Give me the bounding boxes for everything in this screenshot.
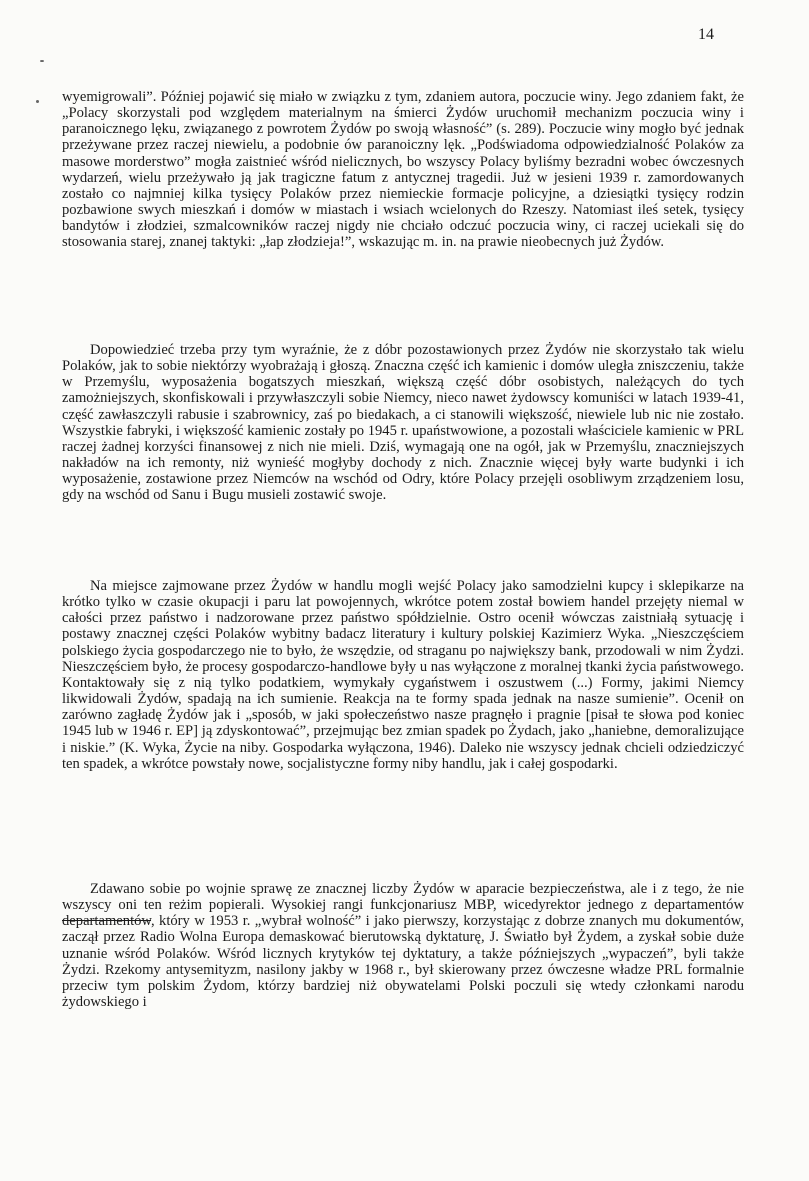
paragraph-1: wyemigrowali”. Później pojawić się miało w związku z tym, zdaniem autora, poczucie winy. Jego zdaniem fakt, że „Polacy skorzystali pod względem materialnym na śmierci Żydów uruchomił mechanizm poczucia winy i paranoicznego lęku, związanego z powrotem Żydów po swoją własność” (s. 289). Poczucie winy mogło być jednak przeżywane przez raczej niewielu, a podobnie ów paranoiczny lęk. „Podświadoma odpowiedzialność Polaków za masowe morderstwo” mogła zaistnieć wśród nielicznych, bo wszyscy Polacy byliśmy bezradni wobec ówczesnych wydarzeń, wielu przeżywało ją jak tragiczne fatum z antycznej tragedii. Już w jesieni 1939 r. zamordowanych zostało co najmniej kilka tysięcy Polaków przez niemieckie formacje policyjne, a dziesiątki tysięcy rodzin pozbawione swych mieszkań i domów w miastach i wsiach wcielonych do Rzeszy. Natomiast ileś setek, tysięcy bandytów i złodziei, szmalcowników raczej nigdy nie chciało odczuć poczucia winy, ci raczej uciekali się do stosowania starej, znanej taktyki: „łap złodzieja!”, wskazując m. in. na prawie nieobecnych już Żydów. [62, 89, 744, 251]
paragraph-4-before: Zdawano sobie po wojnie sprawę ze znacznej liczby Żydów w aparacie bezpieczeństwa, ale i z tego, że nie wszyscy oni ten reżim popierali. Wysokiej rangi funkcjonariusz MBP, wicedyrektor jednego z departamentów [62, 881, 744, 914]
paragraph-3: Na miejsce zajmowane przez Żydów w handlu mogli wejść Polacy jako samodzielni kupcy i sklepikarze na krótko tylko w czasie okupacji i paru lat powojennych, wkrótce potem został bowiem handel przejęty niemal w całości przez państwo i nadzorowane przez państwo spółdzielnie. Ostro ocenił wówczas zaistniałą sytuację i postawy znacznej części Polaków wybitny badacz literatury i kultury polskiej Kazimierz Wyka. „Nieszczęściem polskiego życia gospodarczego nie to było, że wszędzie, od straganu po największy bank, przodowali w nim Żydzi. Nieszczęściem było, że procesy gospodarczo-handlowe były u nas wyłączone z moralnej tkanki życia państwowego. Kontaktowały się z nią tylko podatkiem, wymykały cygaństwem i oszustwem (...) Formy, jakimi Niemcy likwidowali Żydów, spadają na ich sumienie. Reakcja na te formy spada jednak na nasze sumienie”. Ocenił on zarówno zagładę Żydów jak i „sposób, w jaki społeczeństwo nasze pragnęło i pragnie [pisał te słowa pod koniec 1945 lub w 1946 r. EP] ją zdyskontować”, przejmując bez zmian spadek po Żydach, jako „haniebne, demoralizujące i niskie.” (K. Wyka, Życie na niby. Gospodarka wyłączona, 1946). Daleko nie wszyscy jednak chcieli odziedziczyć ten spadek, a wkrótce powstały nowe, socjalistyczne formy niby handlu, jak i całej gospodarki. [62, 578, 745, 772]
paragraph-4 [62, 881, 744, 1010]
struck-word: departamentów [62, 913, 152, 930]
margin-mark [40, 60, 44, 62]
paragraph-2: Dopowiedzieć trzeba przy tym wyraźnie, że z dóbr pozostawionych przez Żydów nie skorzystało tak wielu Polaków, jak to sobie niektórzy wyobrażają i głoszą. Znaczna część ich kamienic i domów uległa zniszczeniu, także w Przemyślu, wyposażenia bogatszych mieszkań, większą część dóbr osobistych, należących do tych zamożniejszych, skonfiskowali i przywłaszczyli sobie Niemcy, nieco nawet żydowscy komuniści w latach 1939-41, część zawłaszczyli rabusie i szabrownicy, zaś po biedakach, a ci stanowili większość, niewiele lub nic nie zostało. Wszystkie fabryki, i większość kamienic zostały po 1945 r. upaństwowione, a pozostali właściciele kamienic w PRL raczej żadnej korzyści finansowej z nich nie mieli. Dziś, wymagają one na ogół, jak w Przemyślu, znaczniejszych nakładów na ich remonty, niż wynieść mogłyby dochody z nich. Znacznie więcej były warte budynki i ich wyposażenie, zostawione przez Niemców na wschód od Odry, które Polacy przejęli osobliwym zrządzeniem losu, gdy na wschód od Sanu i Bugu musieli zostawić swoje. [62, 342, 744, 504]
paragraph-4-after: , który w 1953 r. „wybrał wolność” i jako pierwszy, korzystając z dobrze znanych mu dokumentów, zaczął przez Radio Wolna Europa demaskować bierutowską dyktaturę, J. Światło był Żydem, a zyskał sobie duże uznanie wśród Polaków. Wśród licznych krytyków tej dyktatury, a także późniejszych „wypaczeń”, byli także Żydzi. Rzekomy antysemityzm, nasilony jakby w 1968 r., był skierowany przez ówczesne władze PRL formalnie przeciw tym polskim Żydom, którzy bardziej niż obywatelami Polski poczuli się wtedy członkami narodu żydowskiego i [62, 913, 744, 1011]
margin-mark [36, 100, 39, 103]
page-number: 14 [698, 26, 714, 43]
